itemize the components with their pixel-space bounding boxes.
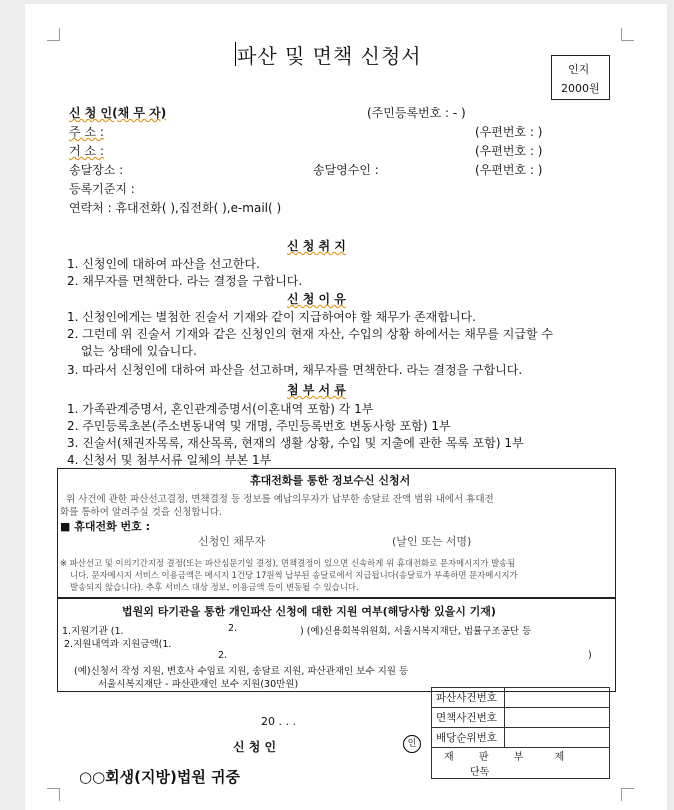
postal-field-1: (우편번호 : ) [475, 125, 543, 139]
reason-item-continued: 없는 상태에 있습니다. [81, 344, 197, 358]
court-name: ○○회생(지방)법원 귀중 [79, 768, 241, 786]
support-detail-close: ) [588, 650, 592, 661]
support-agency-line-2: 2. [228, 623, 238, 634]
court-division-row [432, 748, 610, 779]
registry-label: 등록기준지 : [69, 182, 135, 196]
seal-mark [403, 735, 421, 753]
sms-box-body: 화를 통하여 알려주실 것을 신청합니다. [60, 507, 222, 518]
revenue-stamp-box [551, 55, 610, 100]
attachment-item: 4. 신청서 및 첨부서류 일체의 부본 1부 [67, 453, 272, 467]
support-detail-line-2: 2. [218, 650, 228, 661]
sms-note: 니다. 문자메시지 서비스 이용금액은 메시지 1건당 17원씩 납부된 송달료에서 지급됩니다(송달료가 부족하면 문자메시지가 [70, 570, 518, 580]
reason-heading: 신 청 이 유 [287, 292, 346, 306]
discharge-number-value [505, 708, 610, 728]
date-line: 20 . . . [261, 715, 296, 728]
reason-item: 3. 따라서 신청인에 대하여 파산을 선고하며, 채무자를 면책한다. 라는 결정을 구합니다. [67, 363, 523, 377]
reason-item: 1. 신청인에게는 별첨한 진술서 기재와 같이 지급하여야 할 채무가 존재합니다. [67, 310, 476, 324]
stamp-label: 인지 [568, 63, 590, 76]
contact-line: 연락처 : 휴대전화( ),집전화( ),e-mail( ) [69, 201, 282, 215]
sms-signer: 신청인 채무자 [198, 535, 266, 548]
court-division-char: 단독 [470, 767, 490, 778]
crop-mark-bottom-right [621, 788, 634, 801]
crop-mark-top-left [47, 28, 60, 41]
court-division-char: 재 [444, 752, 454, 763]
dividend-order-label: 배당순위번호 [432, 728, 505, 748]
rrn-field: (주민등록번호 : - ) [367, 106, 466, 120]
external-support-box [57, 598, 616, 692]
support-box-title: 법원외 타기관을 통한 개인파산 신청에 대한 지원 여부(해당사항 있을시 기재) [122, 605, 496, 618]
table-row [432, 688, 610, 708]
sms-box-body: 위 사건에 관한 파산선고결정, 면책결정 등 정보를 예납의무자가 납부한 송달료 잔액 범위 내에서 휴대전 [66, 494, 494, 505]
document-title: 파산 및 면책 신청서 [237, 44, 422, 68]
sms-box-title: 휴대전화를 통한 정보수신 신청서 [250, 474, 411, 487]
mobile-number-label: ■ 휴대전화 번호 : [60, 520, 151, 533]
applicant-label: 신 청 인(채 무 자) [69, 106, 167, 120]
text-cursor [235, 42, 236, 66]
case-number-value [505, 688, 610, 708]
crop-mark-bottom-left [47, 788, 60, 801]
case-number-label: 파산사건번호 [432, 688, 505, 708]
attachment-item: 1. 가족관계증명서, 혼인관계증명서(이혼내역 포함) 각 1부 [67, 402, 374, 416]
support-agency-examples: ) (예)신용회복위원회, 서울시복지재단, 법률구조공단 등 [300, 626, 532, 637]
reason-item: 2. 그런데 위 진술서 기재와 같은 신청인의 현재 자산, 수입의 상황 하에서는 채무를 지급할 수 [67, 327, 553, 341]
sms-note: ※ 파산선고 및 이의기간지정 결정(또는 파산심문기일 결정), 면책결정이 있으면 신속하게 위 휴대전화로 문자메시지가 발송됨 [60, 558, 516, 568]
support-agency-line: 1.지원기관 (1. [62, 626, 124, 637]
crop-mark-top-right [621, 28, 634, 41]
table-row [432, 728, 610, 748]
seal-mark-text: 인 [407, 739, 417, 749]
postal-field-2: (우편번호 : ) [475, 144, 543, 158]
discharge-number-label: 면책사건번호 [432, 708, 505, 728]
signature-label: 신 청 인 [233, 740, 277, 754]
delivery-receiver-label: 송달영수인 : [313, 163, 379, 177]
document-page [25, 4, 667, 810]
table-row [432, 708, 610, 728]
support-detail-examples: (예)신청서 작성 지원, 변호사 수임료 지원, 송달료 지원, 파산관재인 보수 지원 등 [74, 666, 409, 677]
court-case-number-table [431, 687, 610, 779]
attachments-heading: 첨 부 서 류 [287, 383, 346, 397]
purpose-item: 2. 채무자를 면책한다. 라는 결정을 구합니다. [67, 274, 303, 288]
residence-label: 거 소 : [69, 144, 104, 158]
sms-seal-note: (날인 또는 서명) [392, 535, 472, 548]
sms-info-request-box [57, 468, 616, 598]
postal-field-3: (우편번호 : ) [475, 163, 543, 177]
stamp-amount: 2000원 [561, 82, 600, 95]
court-division-char: 판 [478, 752, 489, 763]
purpose-item: 1. 신청인에 대하여 파산을 선고한다. [67, 257, 260, 271]
delivery-label: 송달장소 : [69, 163, 124, 177]
table-row [432, 748, 610, 779]
attachment-item: 2. 주민등록초본(주소변동내역 및 개명, 주민등록번호 변동사항 포함) 1부 [67, 419, 451, 433]
court-division-char: 부 [513, 752, 524, 763]
dividend-order-value [505, 728, 610, 748]
support-detail-line: 2.지원내역과 지원금액(1. [64, 639, 172, 650]
sms-note: 발송되지 않습니다). 추후 서비스 대상 정보, 이용금액 등이 변동될 수 있습니다. [70, 582, 359, 592]
attachment-item: 3. 진술서(채권자목록, 재산목록, 현재의 생활 상황, 수입 및 지출에 관한 목록 포함) 1부 [67, 436, 524, 450]
court-division-char: 제 [554, 752, 565, 763]
purpose-heading: 신 청 취 지 [287, 239, 346, 253]
support-detail-example-seoul: 서울시복지재단 - 파산관재인 보수 지원(30만원) [98, 679, 299, 690]
address-label: 주 소 : [69, 125, 104, 139]
